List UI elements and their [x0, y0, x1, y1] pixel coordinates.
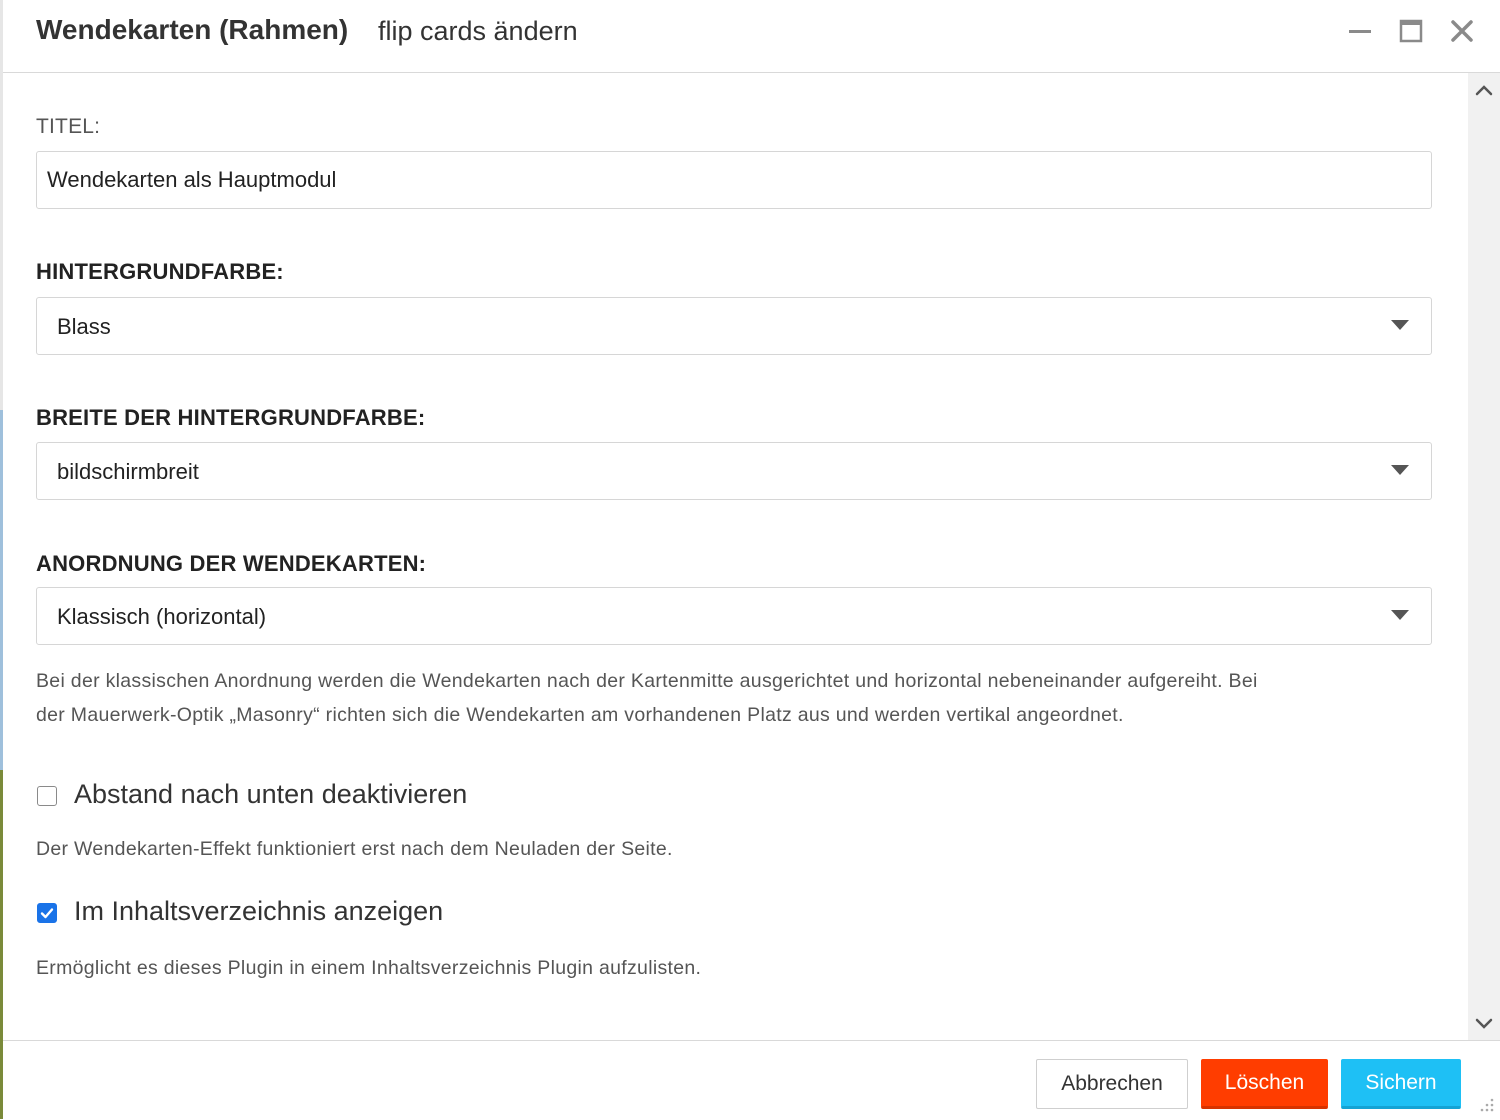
- show-in-toc-help: Ermöglicht es dieses Plugin in einem Inhaltsverzeichnis Plugin aufzulisten.: [36, 957, 702, 979]
- background-color-label: HINTERGRUNDFARBE:: [36, 259, 284, 284]
- dialog-title: Wendekarten (Rahmen): [36, 14, 349, 45]
- maximize-icon: [1396, 14, 1426, 48]
- dialog-subtitle: flip cards ändern: [378, 16, 578, 46]
- chevron-down-icon: [1391, 610, 1409, 620]
- chevron-up-icon: [1474, 81, 1494, 101]
- background-width-label: BREITE DER HINTERGRUNDFARBE:: [36, 405, 426, 430]
- cancel-button[interactable]: Abbrechen: [1036, 1059, 1188, 1109]
- arrangement-value: Klassisch (horizontal): [57, 604, 267, 629]
- background-width-select[interactable]: [36, 442, 1432, 500]
- disable-bottom-spacing-label[interactable]: Abstand nach unten deaktivieren: [74, 779, 468, 809]
- arrangement-help: [36, 664, 1416, 732]
- checkmark-icon: [39, 905, 55, 921]
- chevron-down-icon: [1391, 465, 1409, 475]
- background-color-value: Blass: [57, 314, 111, 339]
- show-in-toc-checkbox[interactable]: [37, 903, 57, 923]
- disable-bottom-spacing-checkbox[interactable]: [37, 786, 57, 806]
- dialog-footer: [3, 1040, 1500, 1120]
- show-in-toc-label[interactable]: Im Inhaltsverzeichnis anzeigen: [74, 896, 444, 926]
- disable-bottom-spacing-help: Der Wendekarten-Effekt funktioniert erst nach dem Neuladen der Seite.: [36, 838, 673, 860]
- background-width-value: bildschirmbreit: [57, 459, 199, 484]
- resize-grip-icon: [1475, 1095, 1495, 1115]
- minimize-icon: [1345, 14, 1375, 48]
- scroll-down-button[interactable]: [1474, 1013, 1494, 1033]
- dialog-content[interactable]: [3, 73, 1468, 1040]
- resize-handle[interactable]: [1475, 1095, 1495, 1115]
- minimize-button[interactable]: [1345, 14, 1375, 48]
- chevron-down-icon: [1391, 320, 1409, 330]
- scroll-up-button[interactable]: [1474, 81, 1494, 101]
- save-button[interactable]: Sichern: [1341, 1059, 1461, 1109]
- close-icon: [1447, 14, 1477, 48]
- chevron-down-icon: [1474, 1013, 1494, 1033]
- vertical-scrollbar[interactable]: [1468, 73, 1500, 1040]
- arrangement-label: ANORDNUNG DER WENDEKARTEN:: [36, 551, 427, 576]
- delete-button[interactable]: Löschen: [1201, 1059, 1328, 1109]
- arrangement-help-line-1: Bei der klassischen Anordnung werden die Wendekarten nach der Kartenmitte ausgerichtet und horizontal nebeneinander aufgereiht. Bei: [36, 670, 1258, 692]
- maximize-button[interactable]: [1396, 14, 1426, 48]
- dialog-titlebar[interactable]: [3, 0, 1500, 73]
- background-color-select[interactable]: [36, 297, 1432, 355]
- title-input[interactable]: [36, 151, 1432, 209]
- arrangement-select[interactable]: [36, 587, 1432, 645]
- close-button[interactable]: [1447, 14, 1477, 48]
- arrangement-help-line-2: der Mauerwerk-Optik „Masonry“ richten sich die Wendekarten am vorhandenen Platz aus und werden vertikal angeordnet.: [36, 704, 1124, 726]
- title-label: TITEL:: [36, 115, 101, 138]
